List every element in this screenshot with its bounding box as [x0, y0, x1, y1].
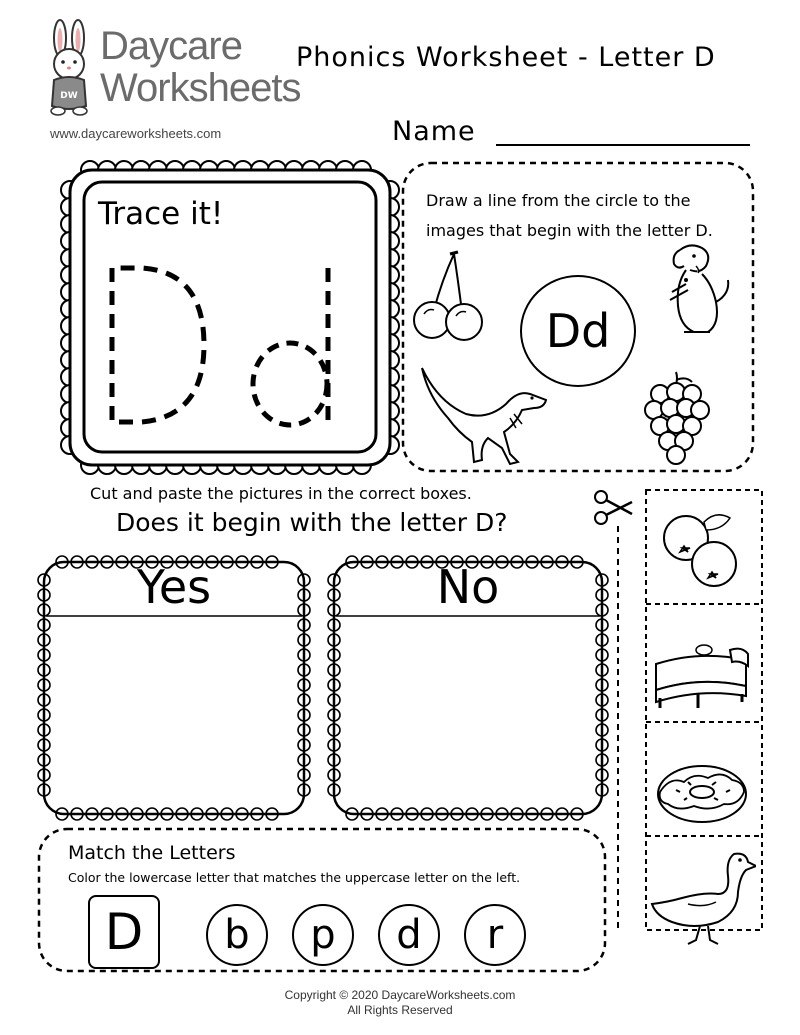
- dinosaur-icon[interactable]: [418, 362, 553, 470]
- sort-question: Does it begin with the letter D?: [116, 508, 508, 537]
- logo-badge: DW: [60, 91, 78, 101]
- blueberries-icon[interactable]: [660, 508, 744, 588]
- draw-line-instruction: [426, 186, 713, 246]
- rights-text: All Rights Reserved: [347, 1003, 453, 1017]
- bunny-mascot-icon: [42, 18, 100, 118]
- option-letter-r[interactable]: r: [464, 904, 526, 966]
- option-letter-d[interactable]: d: [378, 904, 440, 966]
- dog-icon[interactable]: [650, 240, 734, 345]
- trace-heading: Trace it!: [98, 196, 224, 232]
- donut-icon[interactable]: [654, 756, 750, 826]
- center-letter-circle[interactable]: Dd: [520, 275, 636, 387]
- target-uppercase-letter: D: [88, 895, 160, 969]
- no-label: No: [436, 560, 500, 614]
- option-letter-b[interactable]: b: [206, 904, 268, 966]
- brand-logo: [42, 18, 301, 118]
- match-instruction: Color the lowercase letter that matches the uppercase letter on the left.: [68, 870, 521, 885]
- option-letter-p[interactable]: p: [292, 904, 354, 966]
- cut-paste-instruction: Cut and paste the pictures in the correct boxes.: [90, 484, 472, 503]
- footer: [0, 988, 800, 1018]
- grapes-icon[interactable]: [640, 370, 716, 466]
- page-title: Phonics Worksheet - Letter D: [296, 42, 716, 73]
- draw-line-instruction-line2: images that begin with the letter D.: [426, 221, 713, 240]
- logo-word-daycare: Daycare: [100, 24, 242, 68]
- logo-word-worksheets: Worksheets: [100, 66, 301, 110]
- match-title: Match the Letters: [68, 842, 236, 864]
- duck-icon[interactable]: [648, 846, 756, 948]
- yes-label: Yes: [136, 560, 212, 614]
- cherry-icon[interactable]: [412, 250, 492, 345]
- site-url: www.daycareworksheets.com: [50, 126, 222, 141]
- name-field-line[interactable]: [496, 144, 750, 146]
- bed-icon[interactable]: [650, 636, 754, 712]
- copyright-text: Copyright © 2020 DaycareWorksheets.com: [284, 988, 516, 1002]
- draw-line-instruction-line1: Draw a line from the circle to the: [426, 191, 691, 210]
- name-label: Name: [392, 116, 476, 147]
